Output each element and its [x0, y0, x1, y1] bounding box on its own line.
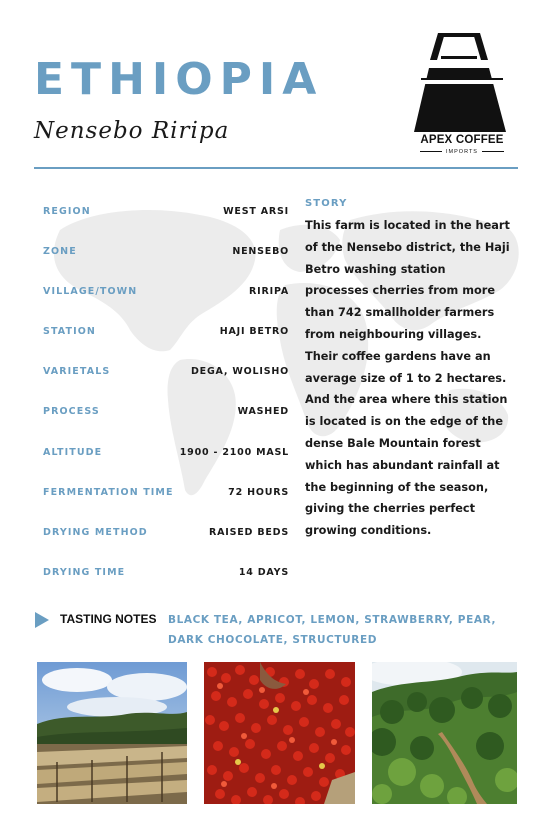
detail-label: PROCESS: [43, 406, 100, 418]
logo-subtitle: IMPORTS: [412, 149, 512, 155]
detail-label: REGION: [43, 206, 91, 217]
detail-value: DEGA, WOLISHO: [190, 366, 289, 378]
apex-mountain-icon: [412, 30, 512, 134]
detail-row-altitude: [43, 441, 289, 481]
tasting-notes-label: TASTING NOTES: [60, 612, 157, 626]
detail-value: 1900 - 2100 MASL: [179, 446, 289, 458]
detail-row-zone: [43, 240, 289, 280]
detail-row-process: [43, 400, 289, 440]
detail-label: ALTITUDE: [43, 446, 103, 458]
detail-label: VILLAGE/TOWN: [43, 286, 138, 298]
detail-value: WEST ARSI: [223, 206, 289, 217]
apex-coffee-logo: [412, 30, 512, 156]
detail-label: DRYING TIME: [43, 566, 126, 578]
detail-value: WASHED: [237, 406, 289, 418]
detail-value: RIRIPA: [249, 286, 289, 298]
detail-label: DRYING METHOD: [43, 526, 148, 538]
origin-details: [43, 200, 289, 601]
story-heading: STORY: [305, 198, 348, 209]
detail-label: FERMENTATION TIME: [43, 486, 174, 498]
detail-value: RAISED BEDS: [209, 526, 289, 538]
detail-row-station: [43, 320, 289, 360]
detail-row-varietals: [43, 360, 289, 400]
detail-row-drying-time: [43, 561, 289, 601]
detail-row-region: [43, 200, 289, 240]
forest-hillside-photo: [372, 662, 517, 804]
detail-value: HAJI BETRO: [219, 326, 289, 338]
tasting-notes-text: BLACK TEA, APRICOT, LEMON, STRAWBERRY, PEAR, DARK CHOCOLATE, STRUCTURED: [168, 614, 497, 646]
detail-value: NENSEBO: [232, 246, 289, 258]
red-coffee-cherries-photo: [204, 662, 355, 804]
country-title: ETHIOPIA: [34, 54, 324, 105]
raised-drying-beds-photo: [37, 662, 187, 804]
story-text: This farm is located in the heart of the Nensebo district, the Haji Betro washing station processes cherries from more than 742 smallholder farmers from neighbouring villages. Their coffee gardens have an average size of 1 to 2 hectares. And the area where this station is located is on the edge of the dense Bale Mountain forest which has abundant rainfall at the beginning of the season, giving the cherries perfect growing conditions.: [305, 219, 510, 538]
detail-row-drying-method: [43, 521, 289, 561]
detail-label: STATION: [43, 326, 96, 338]
detail-label: VARIETALS: [43, 366, 111, 378]
detail-row-fermentation: [43, 481, 289, 521]
header-divider: [34, 167, 518, 169]
detail-value: 72 HOURS: [228, 486, 289, 498]
detail-row-village: [43, 280, 289, 320]
farm-name: Nensebo Riripa: [34, 118, 230, 144]
detail-label: ZONE: [43, 246, 77, 258]
detail-value: 14 DAYS: [238, 566, 289, 578]
play-arrow-icon: [35, 612, 49, 628]
logo-name: APEX COFFEE: [420, 134, 504, 146]
